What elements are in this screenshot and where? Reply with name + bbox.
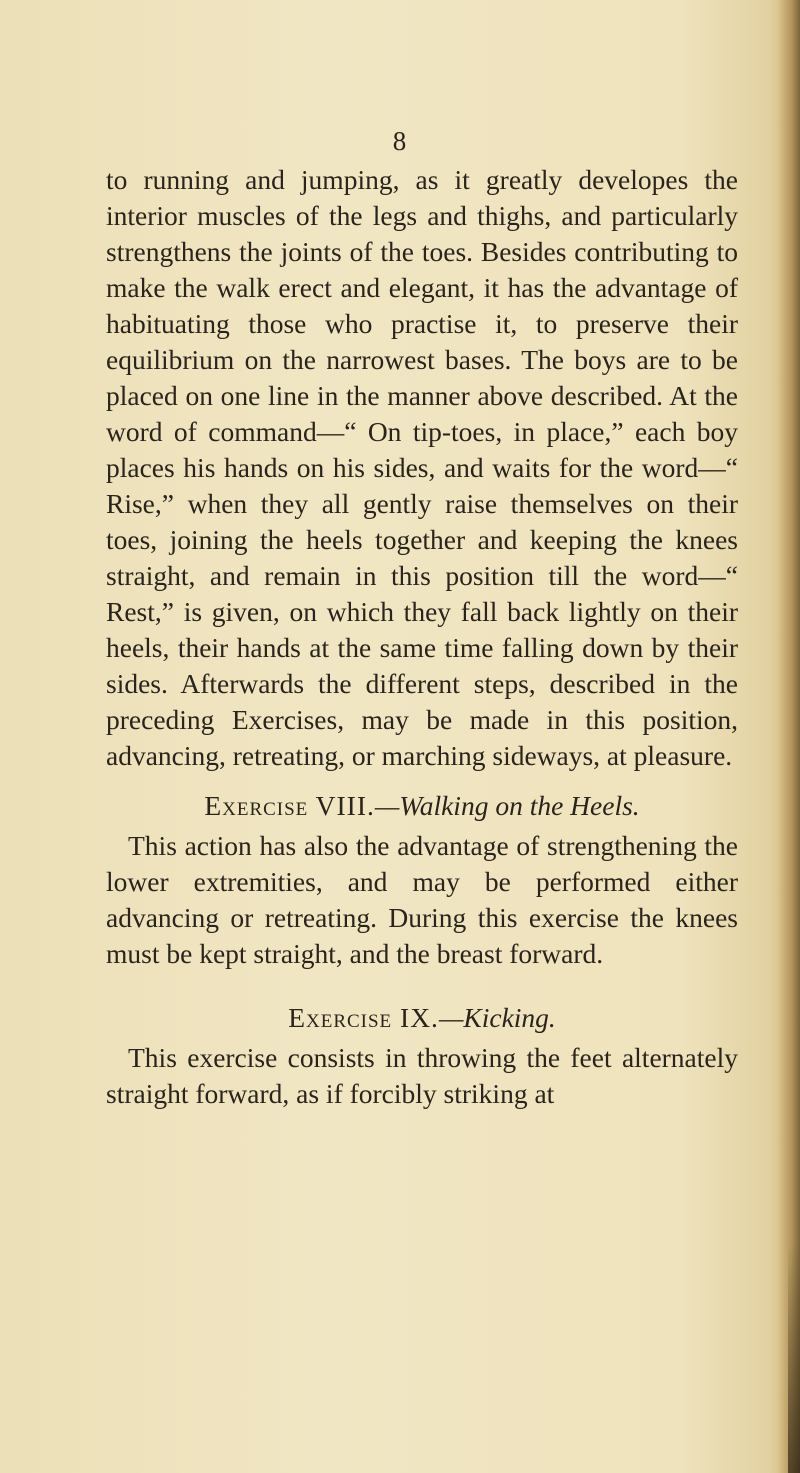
heading-exercise-ix (106, 1000, 738, 1036)
page-edge-dark (788, 1240, 800, 1473)
heading-exercise-viii (106, 788, 738, 824)
page-number: 8 (392, 126, 408, 156)
paragraph-walking-heels: This action has also the advantage of strengthening the lower extremities, and may be performed either advancing or retreating. During this exercise the knees must be kept straight, and the breast forward. (106, 830, 738, 969)
heading-exercise-ix-title: —Kicking. (438, 1002, 556, 1033)
heading-exercise-ix-label: Exercise IX. (288, 1002, 439, 1033)
paragraph-kicking: This exercise consists in throwing the feet alternately straight forward, as if forcibly striking at (106, 1042, 738, 1109)
heading-exercise-viii-label: Exercise VIII. (204, 790, 375, 821)
paragraph-running-jumping: to running and jumping, as it greatly developes the interior muscles of the legs and thighs, and particularly strengthens the joints of the toes. Besides contributing to make the walk erect and elegant, it has the advantage of habituating those who practise it, to preserve their equilibrium on the narrowest bases. The boys are to be placed on one line in the manner above described. At the word of command—“ On tip-toes, in place,” each boy places his hands on his sides, and waits for the word—“ Rise,” when they all gently raise themselves on their toes, joining the heels together and keeping the knees straight, and remain in this position till the word—“ Rest,” is given, on which they fall back lightly on their heels, their hands at the same time falling down by their sides. Afterwards the different steps, described in the preceding Exercises, may be made in this position, advancing, retreating, or marching sideways, at pleasure. (106, 164, 738, 771)
body-text (106, 162, 738, 1112)
heading-exercise-viii-title: —Walking on the Heels. (374, 790, 640, 821)
